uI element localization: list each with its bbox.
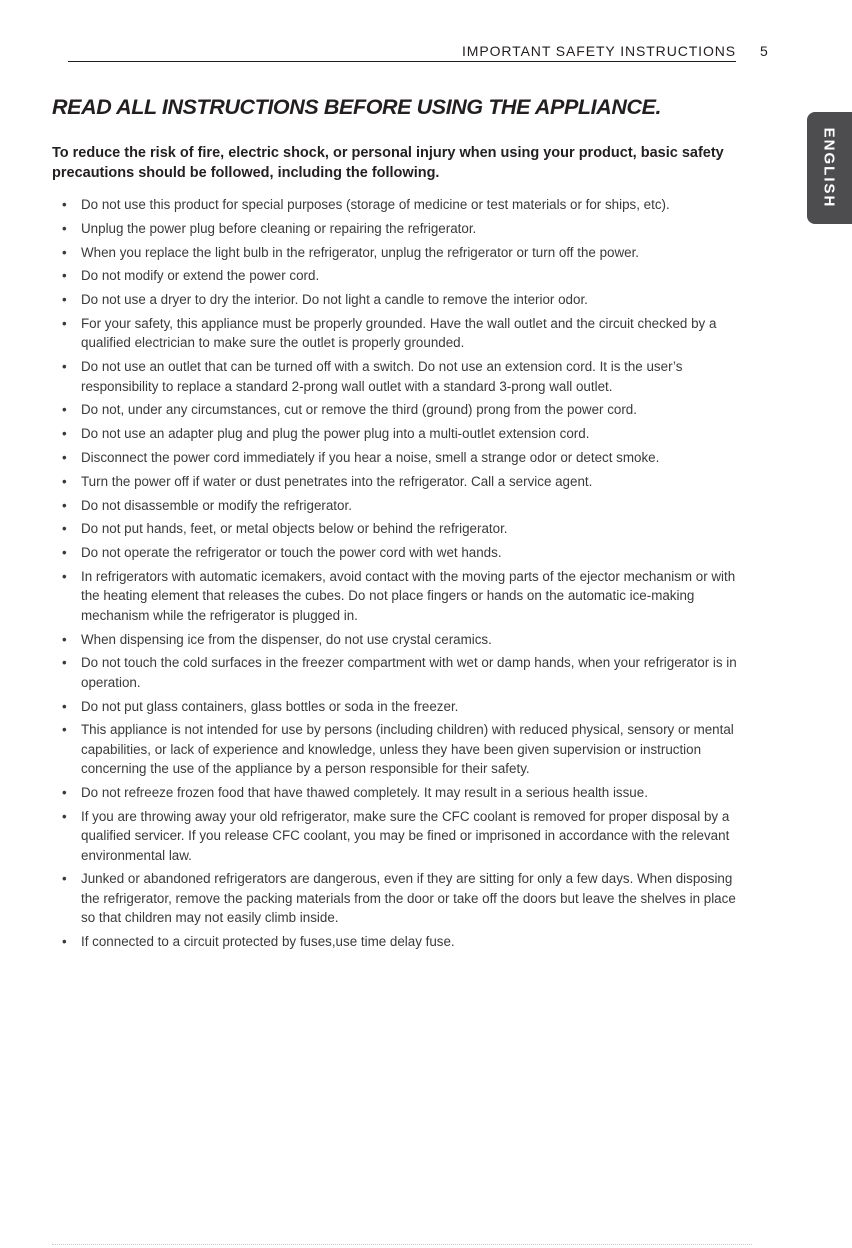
- list-item: [62, 783, 752, 802]
- bullet-icon: •: [62, 631, 67, 647]
- language-tab-label: ENGLISH: [820, 127, 838, 209]
- list-item: [62, 567, 752, 625]
- list-item-text: Do not use an outlet that can be turned off with a switch. Do not use an extension cord. It is the user’s responsibility to replace a standard 2-prong wall outlet with a standard 3-prong wall outlet.: [81, 359, 683, 394]
- list-item: [62, 243, 752, 262]
- list-item: [62, 266, 752, 285]
- main-heading: READ ALL INSTRUCTIONS BEFORE USING THE APPLIANCE.: [52, 95, 662, 119]
- list-item: [62, 720, 752, 778]
- list-item-text: Do not modify or extend the power cord.: [81, 268, 320, 284]
- list-item-text: For your safety, this appliance must be properly grounded. Have the wall outlet and the circuit checked by a qualified electrician to make sure the outlet is properly grounded.: [81, 315, 717, 351]
- header-section-title: IMPORTANT SAFETY INSTRUCTIONS: [462, 43, 736, 59]
- bullet-icon: •: [62, 722, 67, 738]
- list-item-text: Do not disassemble or modify the refrigerator.: [81, 497, 352, 513]
- list-item-text: Disconnect the power cord immediately if you hear a noise, smell a strange odor or detect smoke.: [81, 449, 660, 465]
- list-item: [62, 357, 752, 396]
- page-number: 5: [760, 43, 768, 59]
- bullet-icon: •: [62, 655, 67, 671]
- list-item: [62, 424, 752, 443]
- list-item: [62, 400, 752, 419]
- bullet-icon: •: [62, 473, 67, 489]
- language-tab: [807, 112, 852, 224]
- list-item-text: Do not put hands, feet, or metal objects below or behind the refrigerator.: [81, 521, 508, 537]
- list-item-text: Do not put glass containers, glass bottles or soda in the freezer.: [81, 698, 459, 714]
- bullet-icon: •: [62, 545, 67, 561]
- bullet-icon: •: [62, 808, 67, 824]
- list-item-text: When dispensing ice from the dispenser, do not use crystal ceramics.: [81, 631, 492, 647]
- bullet-icon: •: [62, 268, 67, 284]
- list-item-text: Do not, under any circumstances, cut or remove the third (ground) prong from the power cord.: [81, 402, 637, 418]
- list-item: [62, 932, 752, 951]
- bullet-icon: •: [62, 220, 67, 236]
- bullet-icon: •: [62, 359, 67, 375]
- list-item: [62, 869, 752, 927]
- bullet-icon: •: [62, 698, 67, 714]
- list-item-text: Turn the power off if water or dust penetrates into the refrigerator. Call a service agent.: [81, 473, 593, 489]
- list-item: [62, 448, 752, 467]
- bullet-icon: •: [62, 784, 67, 800]
- list-item-text: When you replace the light bulb in the refrigerator, unplug the refrigerator or turn off the power.: [81, 244, 640, 260]
- safety-instructions-list: [62, 195, 752, 956]
- bullet-icon: •: [62, 315, 67, 331]
- list-item-text: Do not use an adapter plug and plug the power plug into a multi-outlet extension cord.: [81, 426, 590, 442]
- footer-divider: [52, 1244, 752, 1245]
- bullet-icon: •: [62, 871, 67, 887]
- list-item: [62, 653, 752, 692]
- list-item: [62, 496, 752, 515]
- list-item-text: If connected to a circuit protected by fuses,use time delay fuse.: [81, 934, 455, 949]
- bullet-icon: •: [62, 449, 67, 465]
- list-item: [62, 195, 752, 214]
- bullet-icon: •: [62, 402, 67, 418]
- bullet-icon: •: [62, 292, 67, 308]
- list-item-text: Do not touch the cold surfaces in the freezer compartment with wet or damp hands, when your refrigerator is in operation.: [81, 655, 737, 690]
- list-item: [62, 290, 752, 309]
- list-item-text: Do not use this product for special purposes (storage of medicine or test materials or for ships, etc).: [81, 197, 670, 212]
- list-item: [62, 472, 752, 491]
- bullet-icon: •: [62, 197, 67, 212]
- list-item-text: In refrigerators with automatic icemakers, avoid contact with the moving parts of the ejector mechanism or with the heating element that releases the cubes. Do not place fingers or hands on the automatic ice-making mechanism while the refrigerator is plugged in.: [81, 568, 736, 623]
- list-item-text: Unplug the power plug before cleaning or repairing the refrigerator.: [81, 220, 477, 236]
- list-item-text: Do not refreeze frozen food that have thawed completely. It may result in a serious health issue.: [81, 784, 648, 800]
- list-item: [62, 519, 752, 538]
- list-item: [62, 697, 752, 716]
- list-item-text: Junked or abandoned refrigerators are dangerous, even if they are sitting for only a few days. When disposing the refrigerator, remove the packing materials from the door or take off the doors but leave the shelves in place so that children may not easily climb inside.: [81, 871, 736, 926]
- list-item: [62, 314, 752, 353]
- bullet-icon: •: [62, 426, 67, 442]
- list-item-text: Do not use a dryer to dry the interior. Do not light a candle to remove the interior odor.: [81, 292, 588, 308]
- header-rule: [68, 61, 736, 62]
- bullet-icon: •: [62, 568, 67, 584]
- bullet-icon: •: [62, 244, 67, 260]
- list-item: [62, 807, 752, 865]
- bullet-icon: •: [62, 934, 67, 949]
- intro-paragraph: To reduce the risk of fire, electric shock, or personal injury when using your product, basic safety precautions should be followed, including the following.: [52, 145, 724, 181]
- list-item: [62, 543, 752, 562]
- bullet-icon: •: [62, 497, 67, 513]
- list-item-text: If you are throwing away your old refrigerator, make sure the CFC coolant is removed for proper disposal by a qualified servicer. If you release CFC coolant, you may be fined or imprisoned in accordance with the relevant environmental law.: [81, 808, 730, 863]
- list-item: [62, 219, 752, 238]
- bullet-icon: •: [62, 521, 67, 537]
- list-item-text: This appliance is not intended for use by persons (including children) with reduced physical, sensory or mental capabilities, or lack of experience and knowledge, unless they have been given supervision or instruction concerning the use of the appliance by a person responsible for their safety.: [81, 722, 734, 777]
- list-item-text: Do not operate the refrigerator or touch the power cord with wet hands.: [81, 545, 502, 561]
- list-item: [62, 630, 752, 649]
